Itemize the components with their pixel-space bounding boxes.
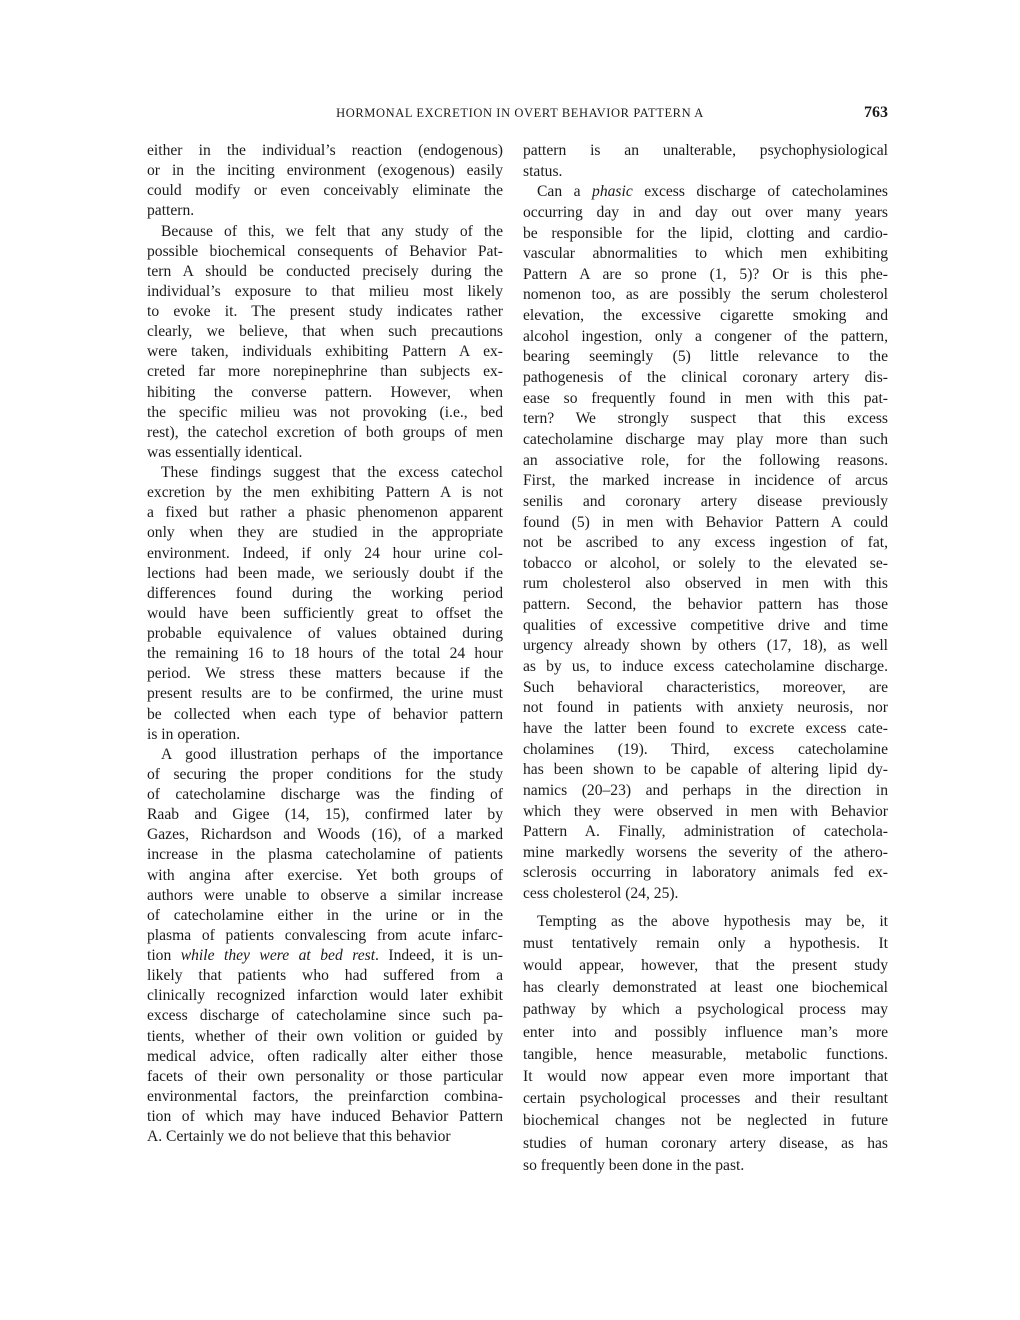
text-line <box>147 946 503 966</box>
text-line: would have been sufficiently great to offset the <box>147 604 503 622</box>
text-line: the specific milieu was not provoking (i.e., bed <box>147 403 503 421</box>
left-column <box>147 141 503 1147</box>
text-line: A good illustration perhaps of the importance <box>161 745 503 763</box>
text-line: would appear, however, that the present study <box>523 957 888 975</box>
text-line: a fixed but rather a phasic phenomenon apparent <box>147 504 503 522</box>
text-line: possible biochemical consequents of Behavior Pat- <box>147 242 503 260</box>
text-line: biochemical changes not be neglected in future <box>523 1112 888 1130</box>
paragraph <box>523 182 888 904</box>
text-line: so frequently been done in the past. <box>523 1156 745 1174</box>
text-line: excretion by the men exhibiting Pattern A is not <box>147 484 503 502</box>
text-line: Raab and Gigee (14, 15), confirmed later by <box>147 806 503 824</box>
text-line: alcohol ingestion, only a congener of the pattern, <box>523 327 888 345</box>
text-line: the remaining 16 to 18 hours of the total 24 hour <box>147 645 503 663</box>
text-line: likely that patients who had suffered from a <box>147 967 503 985</box>
text-line: or in the inciting environment (exogenous) easily <box>147 162 503 180</box>
text-line: qualities of excessive competitive drive and time <box>523 616 888 634</box>
text-line: namics (20–23) and perhaps in the direction in <box>523 781 888 799</box>
text-line: is in operation. <box>147 725 241 743</box>
text-line: differences found during the working period <box>147 584 503 602</box>
text-line: enter into and possibly influence man’s more <box>523 1023 888 1041</box>
text-line: probable equivalence of values obtained during <box>147 625 503 642</box>
text-line: These findings suggest that the excess catechol <box>161 464 503 481</box>
text-line: Pattern A are so prone (1, 5)? Or is this phe- <box>523 265 888 283</box>
italic-text: phasic <box>592 183 633 201</box>
text-line: Tempting as the above hypothesis may be, it <box>537 912 888 930</box>
text-line: plasma of patients convalescing from acute infarc- <box>147 926 503 944</box>
text-line: as by us, to induce excess catecholamine discharge. <box>523 658 888 676</box>
text-line: found (5) in men with Behavior Pattern A could <box>523 513 888 531</box>
text-line: status. <box>523 162 563 180</box>
text-line: creted far more norepinephrine than subjects ex- <box>147 363 503 381</box>
text-line: pathogenesis of the clinical coronary artery dis- <box>523 369 888 387</box>
text-line: period. We stress these matters because if the <box>147 665 503 683</box>
text-line: rum cholesterol also observed in men with this <box>523 575 888 593</box>
text-segment: tion <box>147 947 181 964</box>
text-line: senilis and coronary artery disease previously <box>523 492 888 510</box>
text-line: rest), the catechol excretion of both groups of men <box>147 423 503 441</box>
text-line: environmental factors, the preinfarction combina- <box>147 1087 503 1105</box>
text-line: individual’s exposure to that milieu most likely <box>147 282 503 300</box>
text-line: has clearly demonstrated at least one biochemical <box>523 979 888 997</box>
text-line: nomenon too, as are possibly the serum cholesterol <box>523 286 888 304</box>
text-line: cess cholesterol (24, 25). <box>523 885 679 903</box>
paragraph <box>147 222 503 464</box>
text-line: not found in patients with anxiety neurosis, nor <box>523 699 888 717</box>
text-line: were taken, individuals exhibiting Pattern A ex- <box>147 343 503 361</box>
text-line: elevation, the excessive cigarette smoking and <box>523 307 888 325</box>
paragraph <box>147 141 503 222</box>
text-line: pattern. Second, the behavior pattern has those <box>523 596 888 614</box>
text-line: urgency already shown by others (17, 18), as well <box>523 637 888 655</box>
text-line: has been shown to be capable of altering lipid dy- <box>523 761 888 779</box>
paragraph <box>523 141 888 182</box>
text-line: catecholamine discharge may play more than such <box>523 430 888 448</box>
text-line: hibiting the converse pattern. However, when <box>147 383 503 401</box>
text-line: be responsible for the lipid, clotting and cardio- <box>523 224 888 242</box>
text-line: First, the marked increase in incidence of arcus <box>523 472 888 490</box>
text-line: of catecholamine either in the urine or in the <box>147 906 503 924</box>
text-line: lections had been made, we seriously doubt if the <box>147 564 503 582</box>
text-line: tients, whether of their own volition or guided by <box>147 1027 503 1045</box>
text-line: clinically recognized infarction would later exhibit <box>147 987 503 1005</box>
text-line: tobacco or alcohol, or solely to the elevated se- <box>523 554 888 572</box>
text-line: Such behavioral characteristics, moreover, are <box>523 678 888 696</box>
text-line: of catecholamine discharge was the finding of <box>147 786 503 803</box>
text-line: facets of their own personality or those particular <box>147 1067 503 1085</box>
text-line: tern A should be conducted precisely during the <box>147 262 503 280</box>
text-line: certain psychological processes and their resultant <box>523 1090 888 1108</box>
text-segment: Can a <box>537 183 593 201</box>
text-line: was essentially identical. <box>147 443 303 461</box>
text-segment: excess discharge of catecholamines <box>632 183 888 201</box>
text-line: either in the individual’s reaction (endogenous) <box>147 142 503 159</box>
text-line: authors were unable to observe a similar increase <box>147 886 503 904</box>
italic-text: while they were at bed rest <box>180 947 376 964</box>
running-header: HORMONAL EXCRETION IN OVERT BEHAVIOR PATTERN A <box>336 106 704 120</box>
right-column <box>523 141 888 1177</box>
text-line: tion of which may have induced Behavior Pattern <box>147 1108 503 1125</box>
text-line: It would now appear even more important that <box>523 1068 888 1086</box>
paragraph <box>523 911 888 1177</box>
text-line: sclerosis occurring in laboratory animals fed ex- <box>523 864 888 882</box>
text-line: pattern is an unalterable, psychophysiological <box>523 142 888 159</box>
text-line: not be ascribed to any excess ingestion of fat, <box>523 534 888 552</box>
text-line: excess discharge of catecholamine since such pa- <box>147 1007 503 1025</box>
text-line: bearing seemingly (5) little relevance to the <box>523 348 888 366</box>
text-line: environment. Indeed, if only 24 hour urine col- <box>147 544 503 562</box>
text-segment: . Indeed, it is un- <box>375 947 503 964</box>
text-line: present results are to be confirmed, the urine must <box>147 685 503 703</box>
text-line: studies of human coronary artery disease, as has <box>523 1134 888 1152</box>
text-line: to evoke it. The present study indicates rather <box>147 303 503 320</box>
text-line: clearly, we believe, that when such precautions <box>147 323 503 341</box>
text-line: pathway by which a psychological process may <box>523 1001 888 1019</box>
text-line <box>523 182 888 203</box>
text-line: Gazes, Richardson and Woods (16), of a marked <box>147 826 503 844</box>
text-line: occurring day in and day out over many years <box>523 203 888 221</box>
text-line: tangible, hence measurable, metabolic functions. <box>523 1045 888 1063</box>
text-line: A. Certainly we do not believe that this behavior <box>147 1128 451 1146</box>
text-line: only when they are studied in the appropriate <box>147 524 503 542</box>
text-line: with angina after exercise. Yet both groups of <box>147 866 503 884</box>
text-line: have the latter been found to excrete excess cate- <box>523 719 888 737</box>
text-line: could modify or even conceivably eliminate the <box>147 182 503 200</box>
text-line: increase in the plasma catecholamine of patients <box>147 846 503 864</box>
paragraph <box>147 463 503 745</box>
text-line: of securing the proper conditions for the study <box>147 765 503 783</box>
text-line: mine markedly worsens the severity of the athero- <box>523 843 888 861</box>
text-line: which they were observed in men with Behavior <box>523 802 888 820</box>
text-line: vascular abnormalities to which men exhibiting <box>523 245 888 263</box>
text-line: an associative role, for the following reasons. <box>523 451 888 469</box>
text-line: Pattern A. Finally, administration of catechola- <box>523 823 888 841</box>
text-line: Because of this, we felt that any study of the <box>161 222 503 240</box>
text-line: tern? We strongly suspect that this excess <box>523 410 888 428</box>
text-line: must tentatively remain only a hypothesis. It <box>523 934 888 952</box>
paragraph <box>147 745 503 1148</box>
text-line: cholamines (19). Third, excess catecholamine <box>523 740 888 758</box>
page-number: 763 <box>864 104 888 121</box>
text-line: medical advice, often radically alter either those <box>147 1047 503 1065</box>
text-line: pattern. <box>147 202 195 220</box>
text-line: be collected when each type of behavior pattern <box>147 705 503 723</box>
text-line: ease so frequently found in men with this pat- <box>523 389 888 407</box>
